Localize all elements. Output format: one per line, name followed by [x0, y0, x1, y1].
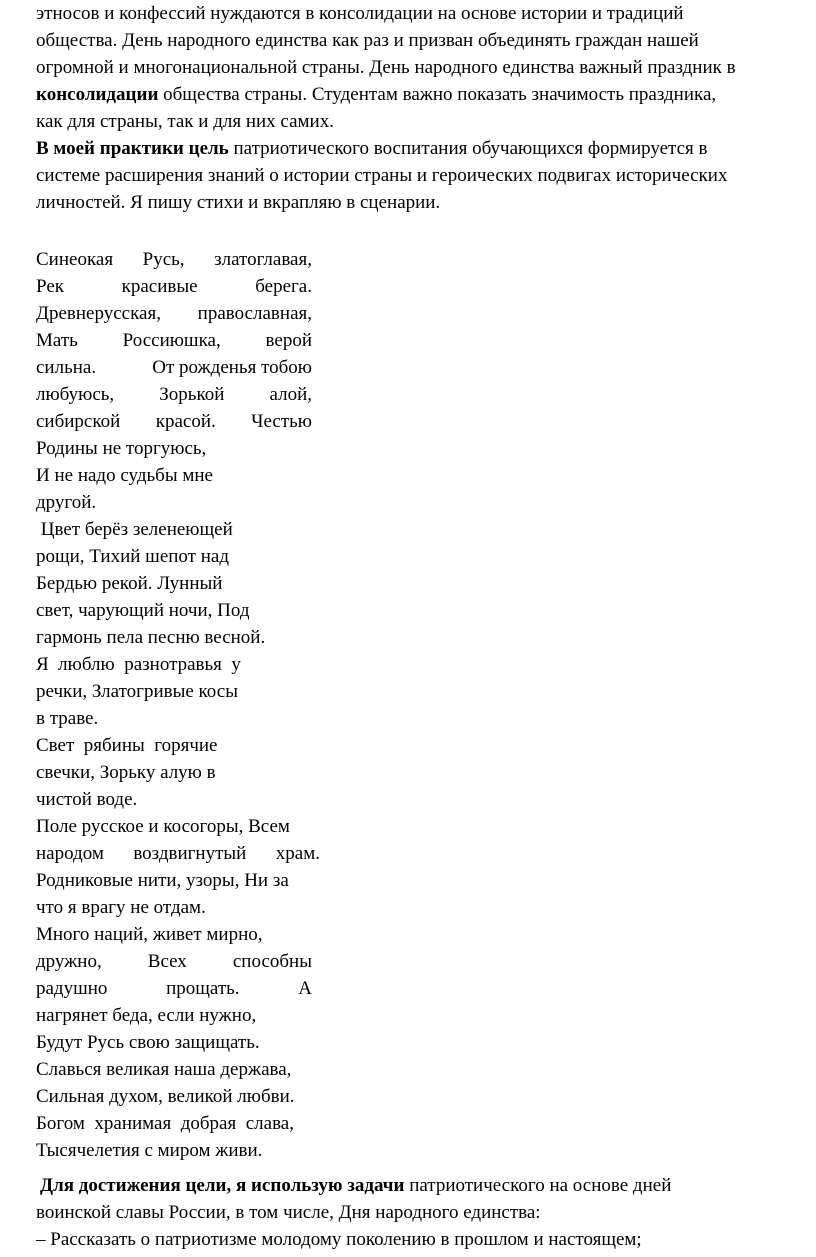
- intro-line-3: огромной и многонациональной страны. День народного единства важный праздник в: [36, 57, 736, 78]
- poem-line: дружно, Всех способны: [36, 951, 312, 972]
- poem-line: Родины не торгуюсь,: [36, 438, 207, 459]
- poem-line: Будут Русь свою защищать.: [36, 1032, 260, 1053]
- goal-line-1: [40, 1172, 671, 1199]
- poem-line: чистой воде.: [36, 789, 138, 810]
- practice-line-1: [36, 135, 708, 162]
- intro-line-4: [36, 81, 716, 108]
- poem-line: Сильная духом, великой любви.: [36, 1086, 295, 1107]
- poem-line: нагрянет беда, если нужно,: [36, 1005, 257, 1026]
- poem-line: Древнерусская, православная,: [36, 303, 312, 324]
- poem-line: свет, чарующий ночи, Под: [36, 600, 250, 621]
- intro-line-2: общества. День народного единства как раз и призван объединять граждан нашей: [36, 30, 699, 51]
- bold-term: консолидации: [36, 84, 159, 105]
- poem-line: любуюсь, Зорькой алой,: [36, 384, 312, 405]
- goal-line-3: – Рассказать о патриотизме молодому поколению в прошлом и настоящем;: [36, 1229, 642, 1250]
- poem-line: народом воздвигнутый храм.: [36, 843, 320, 864]
- poem-line: Бердью рекой. Лунный: [36, 573, 223, 594]
- practice-line-2: системе расширения знаний о истории страны и героических подвигах исторических: [36, 165, 728, 186]
- poem-line: в траве.: [36, 708, 99, 729]
- practice-line-3: личностей. Я пишу стихи и вкрапляю в сценарии.: [36, 192, 441, 213]
- poem-line: речки, Златогривые косы: [36, 681, 238, 702]
- poem-line: Свет рябины горячие: [36, 735, 218, 756]
- poem-line: Мать Россиюшка, верой: [36, 330, 312, 351]
- goal-heading: Для достижения цели, я использую задачи: [40, 1175, 405, 1196]
- poem-line: что я врагу не отдам.: [36, 897, 206, 918]
- poem-line: Тысячелетия с миром живи.: [36, 1140, 263, 1161]
- poem-line: Родниковые нити, узоры, Ни за: [36, 870, 289, 891]
- poem-line: Я люблю разнотравья у: [36, 654, 241, 675]
- intro-line-1: этносов и конфессий нуждаются в консолидации на основе истории и традиций: [36, 3, 684, 24]
- poem-line: Рек красивые берега.: [36, 276, 312, 297]
- poem-line: Много наций, живет мирно,: [36, 924, 263, 945]
- poem-line: И не надо судьбы мне: [36, 465, 213, 486]
- poem-line: рощи, Тихий шепот над: [36, 546, 229, 567]
- practice-line-1-rest: патриотического воспитания обучающихся формируется в: [228, 138, 708, 159]
- poem-line: сибирской красой. Честью: [36, 411, 312, 432]
- poem-line: Богом хранимая добрая слава,: [36, 1113, 294, 1134]
- poem-line: свечки, Зорьку алую в: [36, 762, 216, 783]
- poem-line: Цвет берёз зеленеющей: [36, 519, 233, 540]
- goal-line-1-rest: патриотического на основе дней: [404, 1175, 672, 1196]
- poem-line: радушно прощать. А: [36, 978, 312, 999]
- poem-line: сильна. От рожденья тобою: [36, 357, 312, 378]
- poem-line: гармонь пела песню весной.: [36, 627, 266, 648]
- poem-line: другой.: [36, 492, 97, 513]
- intro-line-5: как для страны, так и для них самих.: [36, 111, 334, 132]
- poem-line: Синеокая Русь, златоглавая,: [36, 249, 312, 270]
- poem-line: Поле русское и косогоры, Всем: [36, 816, 290, 837]
- goal-line-2: воинской славы России, в том числе, Дня народного единства:: [36, 1202, 541, 1223]
- poem: [36, 246, 320, 1164]
- practice-heading: В моей практики цель: [36, 138, 229, 159]
- intro-line-4-rest: общества страны. Студентам важно показать значимость праздника,: [158, 84, 717, 105]
- poem-line: Славься великая наша держава,: [36, 1059, 292, 1080]
